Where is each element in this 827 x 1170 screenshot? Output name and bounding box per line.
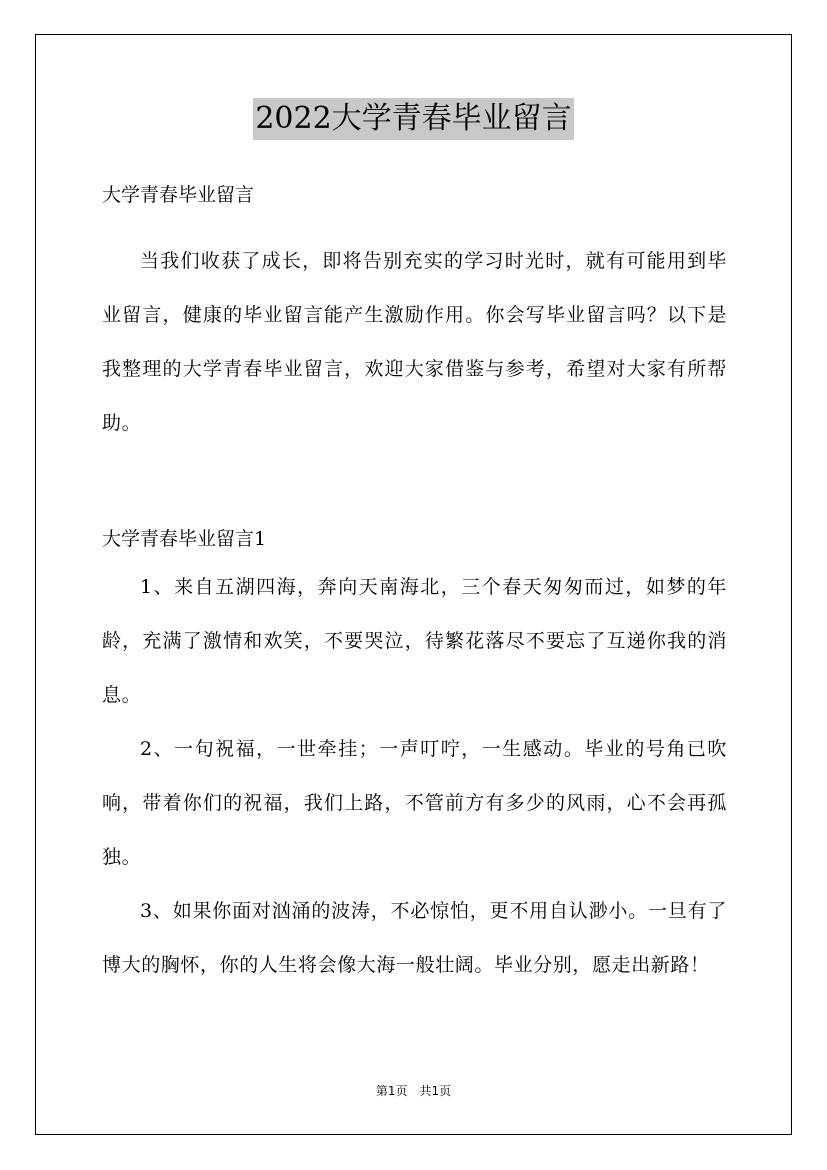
list-item: 1、来自五湖四海，奔向天南海北，三个春天匆匆而过，如梦的年龄，充满了激情和欢笑，不要哭泣，待繁花落尽不要忘了互递你我的消息。 <box>102 576 727 706</box>
intro-paragraph: 当我们收获了成长，即将告别充实的学习时光时，就有可能用到毕业留言，健康的毕业留言能产生激励作用。你会写毕业留言吗？以下是我整理的大学青春毕业留言，欢迎大家借鉴与参考，希望对大家有所帮助。 <box>102 250 727 434</box>
list-item: 3、如果你面对汹涌的波涛，不必惊怕，更不用自认渺小。一旦有了博大的胸怀，你的人生将会像大海一般壮阔。毕业分别，愿走出新路！ <box>102 900 727 976</box>
document-body <box>102 176 727 992</box>
page-footer <box>0 1082 827 1100</box>
section-heading: 大学青春毕业留言1 <box>102 528 267 550</box>
document-title: 2022大学青春毕业留言 <box>253 98 573 140</box>
page-number: 第1页 共1页 <box>375 1084 452 1098</box>
document-subtitle: 大学青春毕业留言 <box>102 184 255 206</box>
title-container <box>0 98 827 140</box>
list-item: 2、一句祝福，一世牵挂；一声叮咛，一生感动。毕业的号角已吹响，带着你们的祝福，我们上路，不管前方有多少的风雨，心不会再孤独。 <box>102 738 727 868</box>
